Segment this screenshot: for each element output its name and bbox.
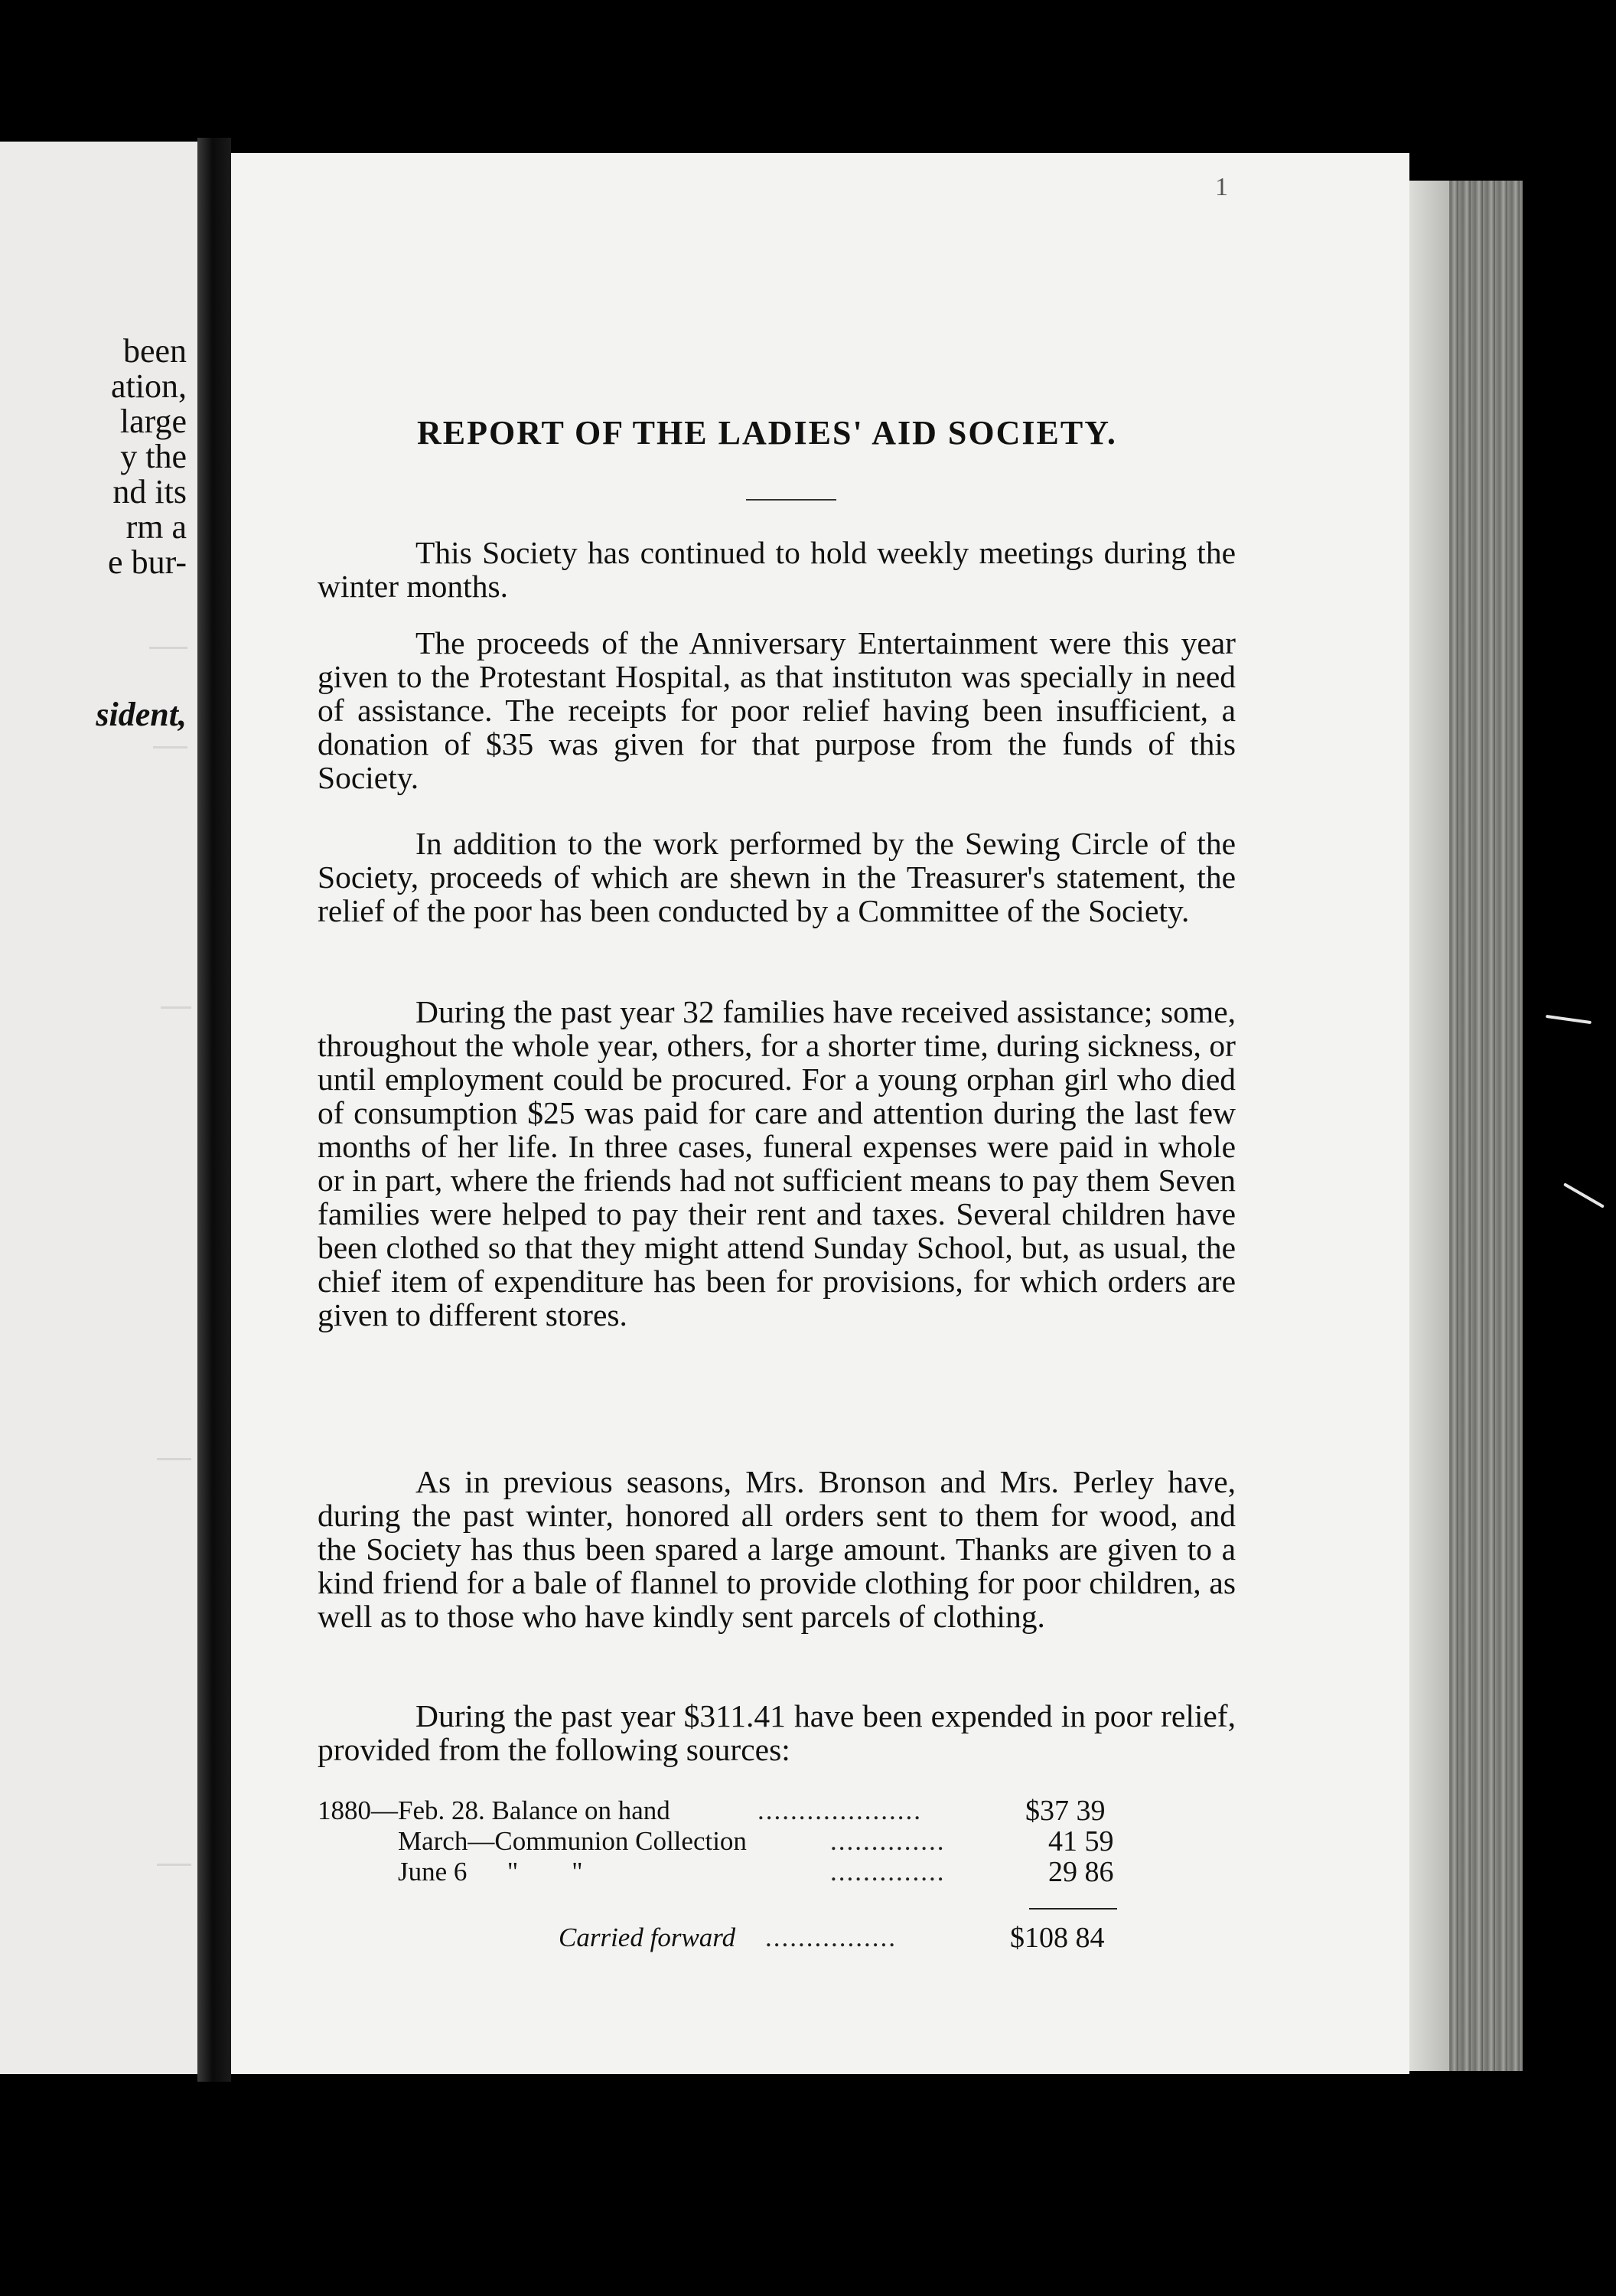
ledger-leader-dots: .............. <box>830 1826 946 1856</box>
ledger-label: 1880—Feb. 28. Balance on hand <box>318 1795 670 1825</box>
ledger-amount: 29 86 <box>1048 1856 1114 1888</box>
paragraph-wood: As in previous seasons, Mrs. Bronson and Mrs. Perley have, during the past winter, honored all orders sent to them for wood, and the Society has thus been spared a large amount. Thanks are given to a kind friend for a bale of flannel to provide clothing for poor children, as well as to those who have kindly sent parcels of clothing. <box>318 1464 1236 1634</box>
bleed-through-mark <box>161 1006 191 1009</box>
left-page-line: large <box>119 403 187 440</box>
bleed-through-mark <box>149 647 187 649</box>
carried-forward-label: Carried forward <box>559 1923 736 1952</box>
page-title: REPORT OF THE LADIES' AID SOCIETY. <box>417 414 1117 452</box>
paragraph-sewing-circle: In addition to the work performed by the Sewing Circle of the Society, proceeds of which are shewn in the Treasurer's statement, the relief of the poor has been conducted by a Committee of the Society. <box>318 826 1236 928</box>
book-gutter <box>197 138 231 2082</box>
ledger-label: March—Communion Collection <box>398 1826 747 1856</box>
bleed-through-mark <box>157 1458 191 1460</box>
ledger-sum-rule <box>1029 1908 1117 1910</box>
left-page-line: sident, <box>96 696 187 733</box>
ledger-amount: $37 39 <box>1025 1795 1106 1827</box>
page-number: 1 <box>1215 173 1228 201</box>
book-page-edge-highlight <box>1409 181 1449 2071</box>
paragraph-anniversary: The proceeds of the Anniversary Entertainment were this year given to the Protestant Hospital, as that instituton was specially in need of assistance. The receipts for poor relief having been insufficient, a donation of $35 was given for that purpose from the funds of this Society. <box>318 625 1236 795</box>
ledger-amount: 41 59 <box>1048 1825 1114 1857</box>
carried-forward-amount: $108 84 <box>1010 1922 1105 1954</box>
bleed-through-mark <box>153 746 187 748</box>
title-rule <box>746 499 836 501</box>
paragraph-families: During the past year 32 families have received assistance; some, throughout the whole year, others, for a shorter time, during sickness, or until employment could be procured. For a young orphan girl who died of consumption $25 was paid for care and attention during the last few months of her life. In three cases, funeral expenses were paid in whole or in part, where the friends had not sufficient means to pay them Seven families were helped to pay their rent and taxes. Several children have been clothed so that they might attend Sunday School, but, as usual, the chief item of expenditure has been for provisions, for which orders are given to different stores. <box>318 994 1236 1332</box>
left-page-line: been <box>122 332 187 370</box>
ledger-leader-dots: .................... <box>758 1795 922 1825</box>
paragraph-expended: During the past year $311.41 have been expended in poor relief, provided from the following sources: <box>318 1698 1236 1767</box>
ledger-leader-dots: .............. <box>830 1857 946 1887</box>
bleed-through-mark <box>157 1864 191 1866</box>
left-page-line: e bur- <box>108 543 187 581</box>
left-page-fragment <box>0 142 197 2074</box>
left-page-line: ation, <box>111 367 187 405</box>
ledger-label: June 6 " " <box>398 1857 583 1887</box>
ledger-row <box>318 1795 1197 1826</box>
scan-artifact-mark <box>1563 1182 1605 1208</box>
left-page-line: y the <box>120 438 187 475</box>
paragraph-meetings: This Society has continued to hold weekly meetings during the winter months. <box>318 535 1236 604</box>
ledger-carried-forward-row <box>559 1923 1171 1953</box>
ledger-row <box>398 1857 1278 1887</box>
scan-artifact-mark <box>1546 1015 1592 1024</box>
left-page-line: nd its <box>112 473 187 510</box>
left-page-line: rm a <box>125 508 187 546</box>
ledger-row <box>398 1826 1278 1857</box>
ledger-leader-dots: ................ <box>765 1923 897 1952</box>
